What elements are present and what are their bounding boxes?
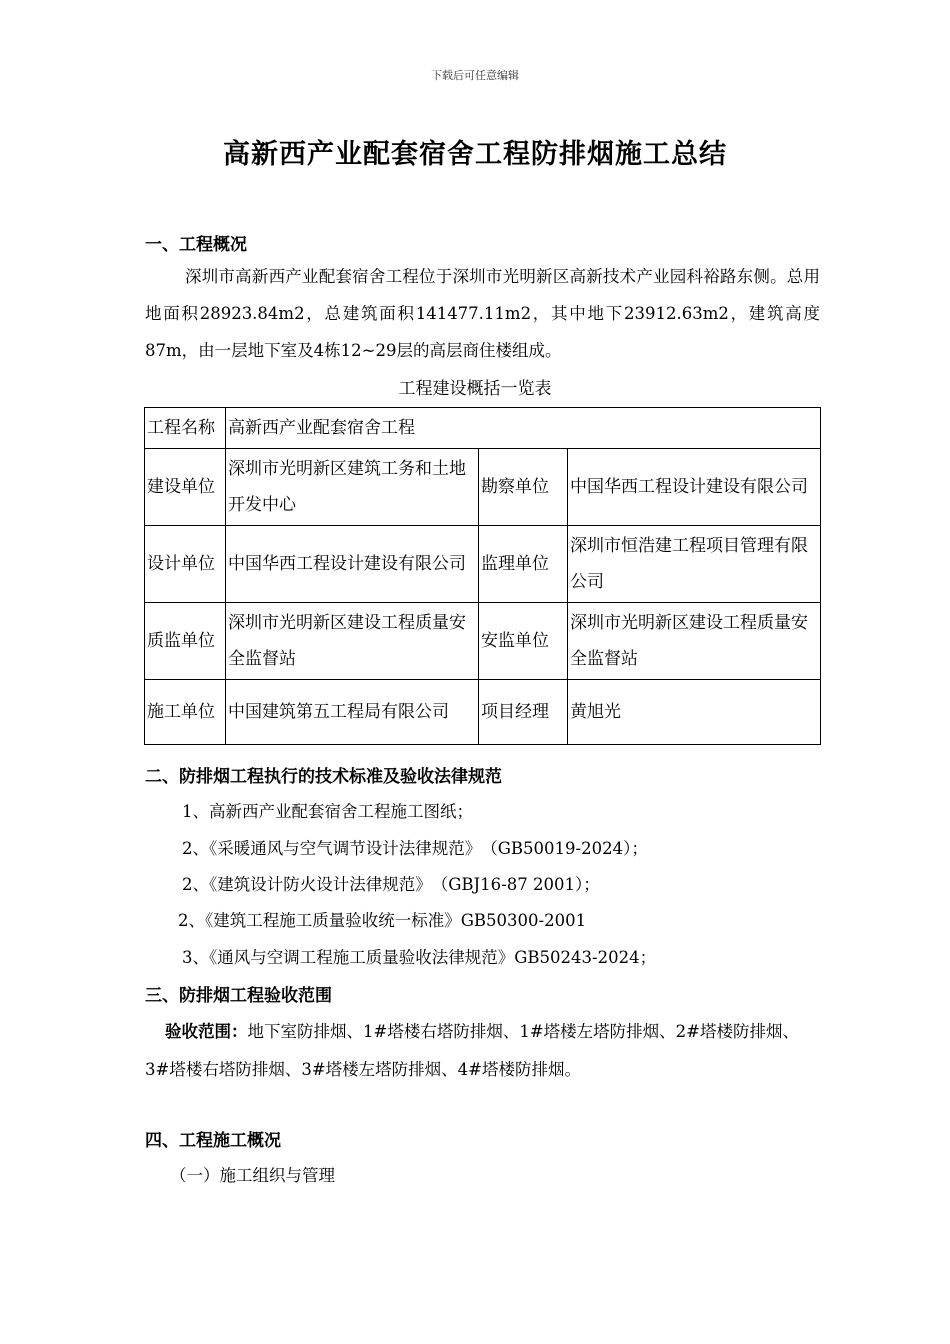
table-row xyxy=(145,449,821,526)
scope-label: 验收范围： xyxy=(165,1022,248,1041)
table-label-cell: 监理单位 xyxy=(479,526,568,603)
table-label-cell: 质监单位 xyxy=(145,603,226,680)
table-caption: 工程建设概括一览表 xyxy=(398,379,552,399)
subsection-heading: （一）施工组织与管理 xyxy=(170,1166,335,1185)
project-overview-table xyxy=(144,407,821,745)
table-label-cell: 项目经理 xyxy=(479,680,568,745)
scope-text: 地下室防排烟、1#塔楼右塔防排烟、1#塔楼左塔防排烟、2#塔楼防排烟、3#塔楼右塔防排烟、3#塔楼左塔防排烟、4#塔楼防排烟。 xyxy=(145,1022,799,1079)
table-label-cell: 建设单位 xyxy=(145,449,226,526)
table-label-cell: 施工单位 xyxy=(145,680,226,745)
standard-list-item: 3、《通风与空调工程施工质量验收法律规范》GB50243-2024； xyxy=(182,948,657,967)
table-value-cell: 深圳市恒浩建工程项目管理有限公司 xyxy=(568,526,821,603)
table-value-cell: 深圳市光明新区建筑工务和土地开发中心 xyxy=(226,449,479,526)
table-row xyxy=(145,408,821,449)
section-4-heading: 四、工程施工概况 xyxy=(145,1131,281,1151)
table-value-cell: 深圳市光明新区建设工程质量安全监督站 xyxy=(226,603,479,680)
table-row xyxy=(145,526,821,603)
standard-list-item: 2、《采暖通风与空气调节设计法律规范》 （GB50019-2024）； xyxy=(182,839,648,858)
table-label-cell: 设计单位 xyxy=(145,526,226,603)
table-row xyxy=(145,680,821,745)
table-label-cell: 工程名称 xyxy=(145,408,226,449)
project-overview-paragraph: 深圳市高新西产业配套宿舍工程位于深圳市光明新区高新技术产业园科裕路东侧。总用地面积28923.84m2，总建筑面积141477.11m2，其中地下23912.63m2，建筑高度87m，由一层地下室及4栋12~29层的高层商住楼组成。 xyxy=(145,267,820,360)
section-3-heading: 三、防排烟工程验收范围 xyxy=(145,986,332,1006)
section-1-heading: 一、工程概况 xyxy=(145,235,247,255)
table-value-cell: 中国华西工程设计建设有限公司 xyxy=(226,526,479,603)
table-row xyxy=(145,603,821,680)
table-label-cell: 勘察单位 xyxy=(479,449,568,526)
table-value-cell: 中国华西工程设计建设有限公司 xyxy=(568,449,821,526)
table-label-cell: 安监单位 xyxy=(479,603,568,680)
section-2-heading: 二、防排烟工程执行的技术标准及验收法律规范 xyxy=(145,767,502,787)
standard-list-item: 1、高新西产业配套宿舍工程施工图纸； xyxy=(182,802,473,821)
table-value-cell: 深圳市光明新区建设工程质量安全监督站 xyxy=(568,603,821,680)
acceptance-scope-paragraph xyxy=(145,1013,820,1089)
table-value-cell: 黄旭光 xyxy=(568,680,821,745)
table-value-cell: 中国建筑第五工程局有限公司 xyxy=(226,680,479,745)
standard-list-item: 2、《建筑工程施工质量验收统一标准》GB50300-2001 xyxy=(178,911,587,930)
table-value-cell: 高新西产业配套宿舍工程 xyxy=(226,408,821,449)
standard-list-item: 2、《建筑设计防火设计法律规范》 （GBJ16-87 2001）； xyxy=(182,875,600,894)
document-title: 高新西产业配套宿舍工程防排烟施工总结 xyxy=(223,139,727,170)
header-note: 下载后可任意编辑 xyxy=(431,69,519,82)
